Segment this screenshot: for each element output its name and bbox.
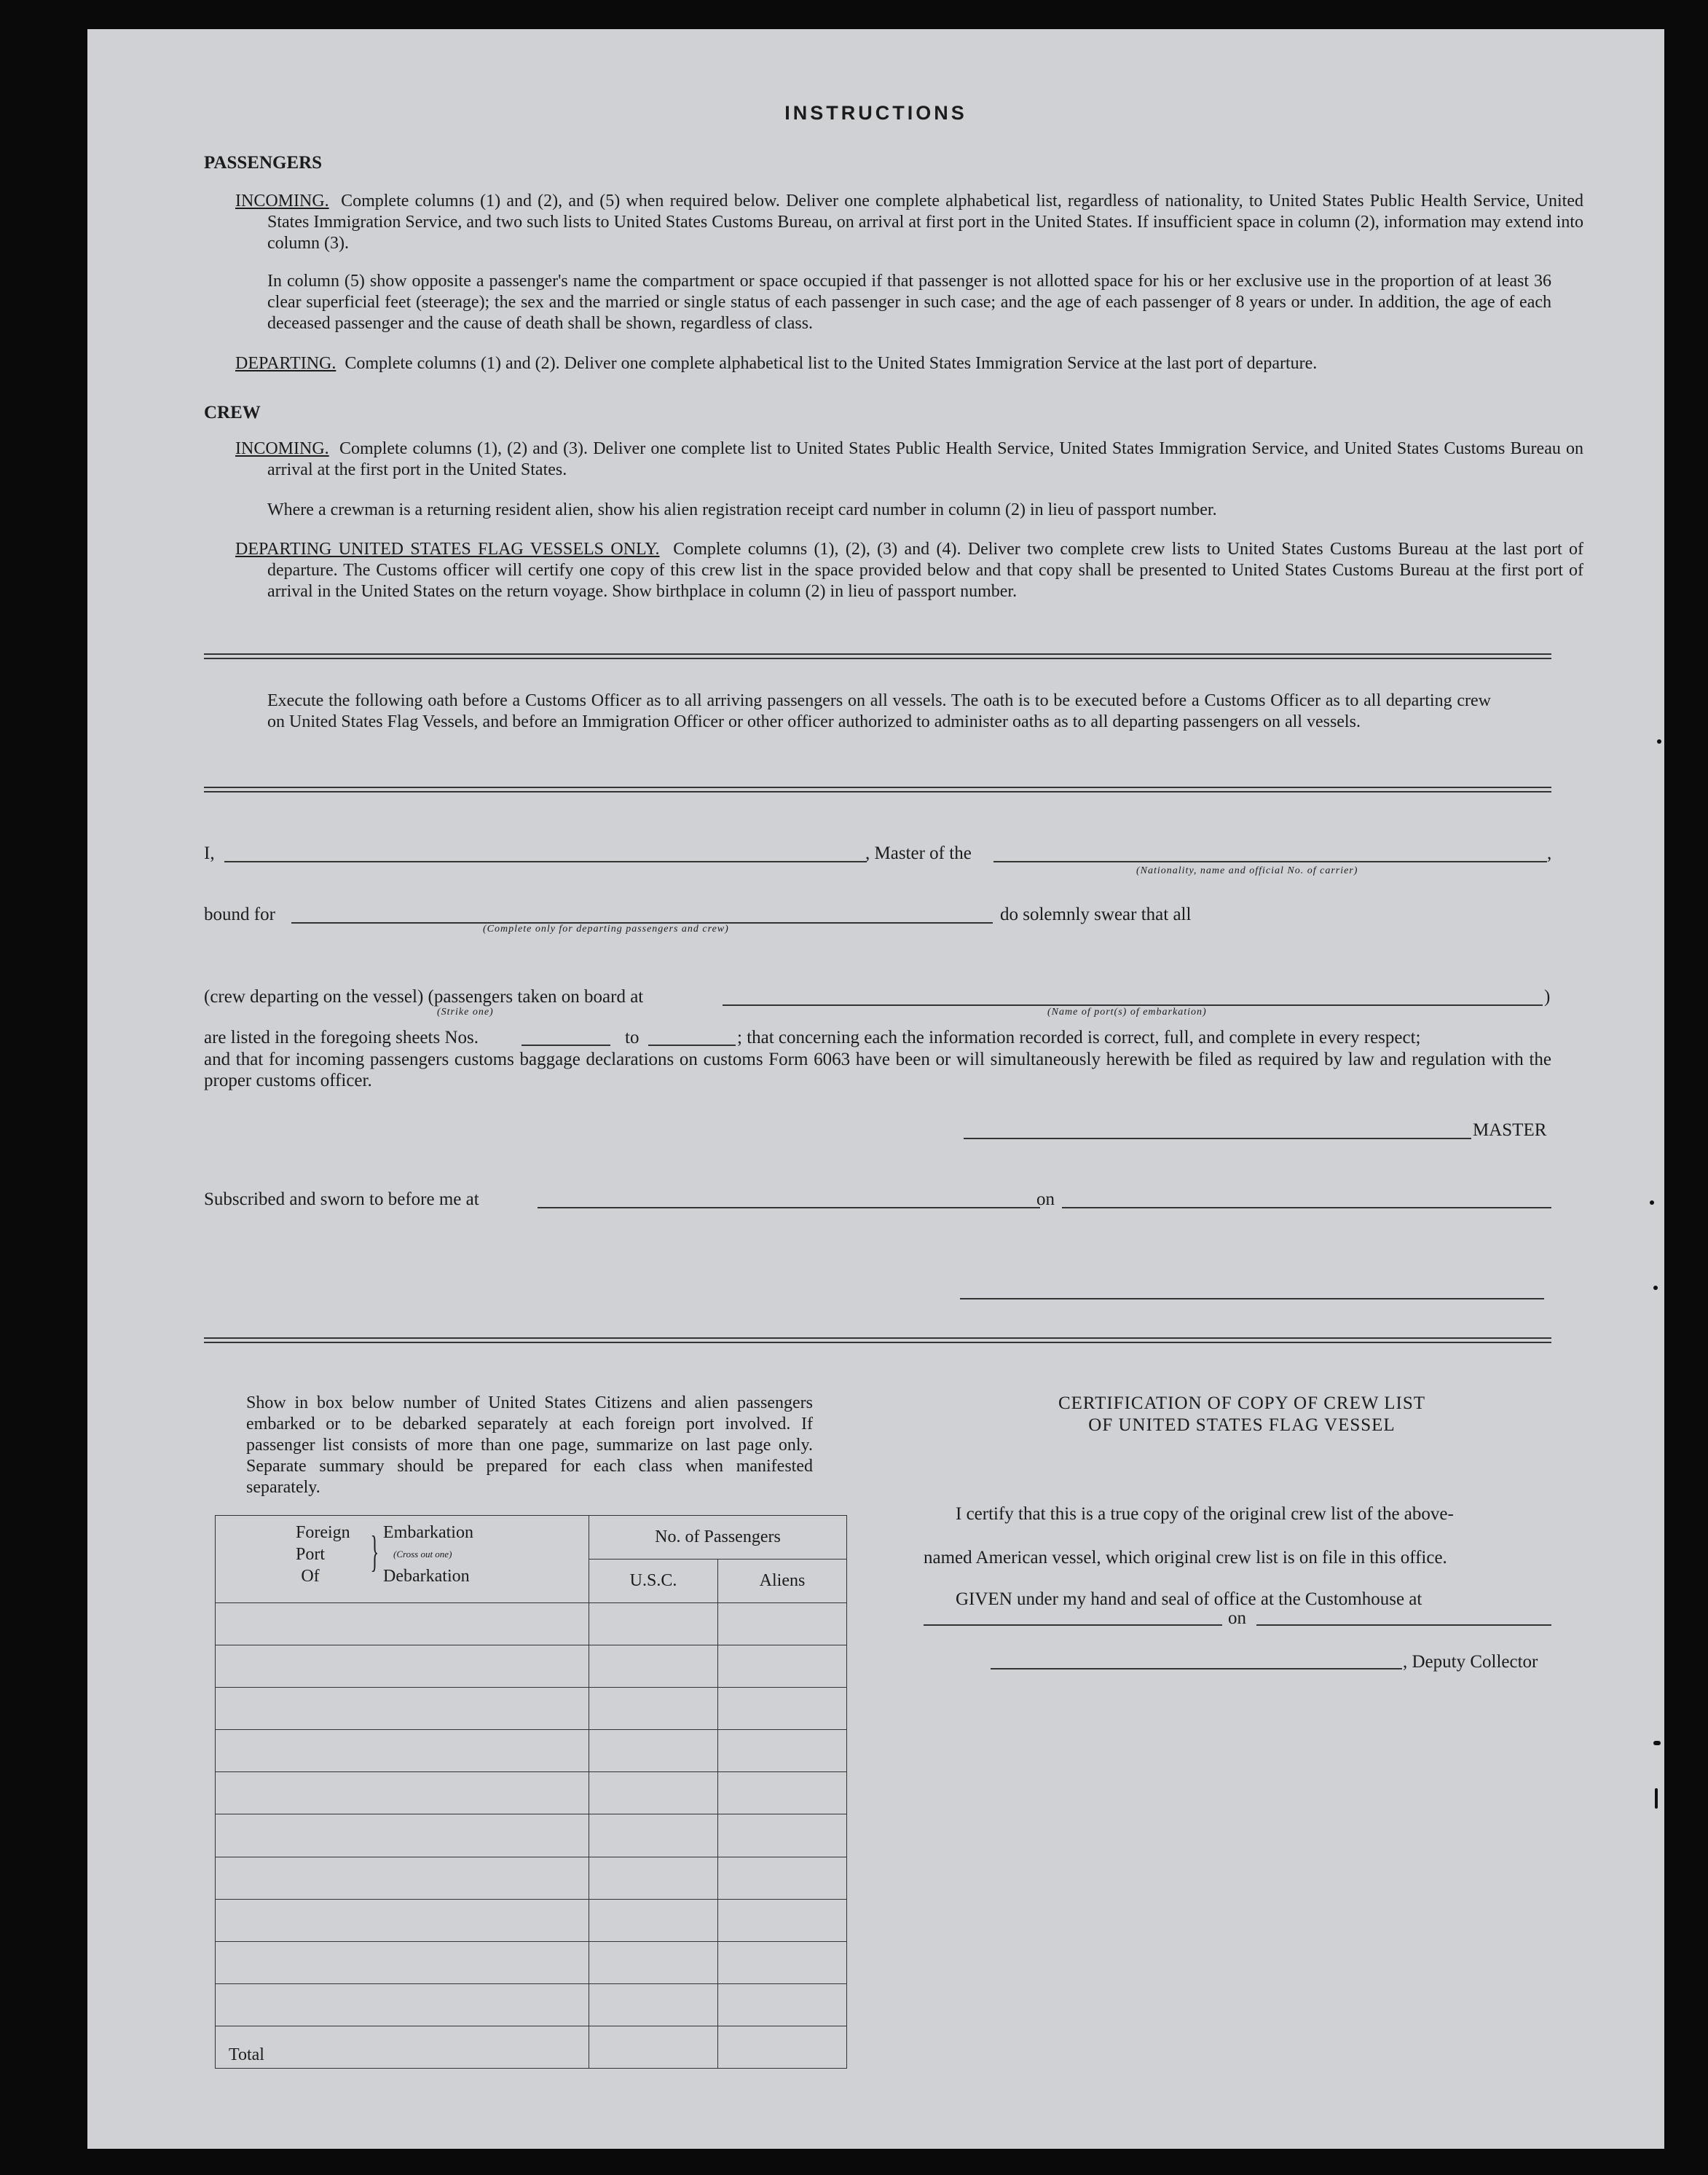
master-signature-field[interactable] <box>964 1138 1471 1139</box>
given-text: GIVEN under my hand and seal of office at the Customhouse at <box>956 1589 1422 1609</box>
crew-departing-text: Complete columns (1), (2), (3) and (4). Deliver two complete crew lists to United States Customs Bureau at the last port of departure. The Customs officer will certify one copy of this crew list in the space provided below and that copy shall be presented to United States Customs Bureau at the first port of arrival in the United States on the return voyage. Show birthplace in column (2) in lieu of passport number. <box>267 540 1583 601</box>
usc-header: U.S.C. <box>589 1560 718 1603</box>
table-row <box>216 1603 847 1645</box>
col-embarkation: Embarkation <box>383 1523 473 1542</box>
form-sheet <box>87 29 1664 2149</box>
table-row <box>216 1730 847 1772</box>
port-cell[interactable] <box>216 1899 589 1941</box>
cert-date-field[interactable] <box>1256 1624 1551 1626</box>
port-cell[interactable] <box>216 1772 589 1814</box>
ports-field[interactable] <box>723 1004 1543 1006</box>
bound-caption: (Complete only for departing passengers and crew) <box>483 924 729 935</box>
port-cell[interactable] <box>216 1645 589 1688</box>
aliens-cell[interactable] <box>718 1730 847 1772</box>
crew-heading: CREW <box>204 403 261 422</box>
port-header-cell <box>216 1516 589 1603</box>
deputy-label: , Deputy Collector <box>1403 1652 1538 1672</box>
table-row <box>216 1899 847 1941</box>
usc-cell[interactable] <box>589 1772 718 1814</box>
usc-cell[interactable] <box>589 1730 718 1772</box>
close-paren: ) <box>1544 987 1551 1007</box>
certification-title-line1: CERTIFICATION OF COPY OF CREW LIST <box>1058 1393 1426 1413</box>
usc-cell[interactable] <box>589 1814 718 1857</box>
incoming-text: Complete columns (1) and (2), and (5) when required below. Deliver one complete alphabetical list, regardless of nationality, to United States Public Health Service, United States Immigration Service, and two such lists to United States Customs Bureau, on arrival at first port in the United States. If insufficient space in column (2), information may extend into column (3). <box>267 192 1583 253</box>
col-foreign: Foreign <box>296 1523 350 1542</box>
sworn-date-field[interactable] <box>1062 1207 1551 1208</box>
usc-cell[interactable] <box>589 1899 718 1941</box>
bound-for-label: bound for <box>204 905 275 924</box>
sheet-from-field[interactable] <box>522 1045 610 1046</box>
sheet-to-field[interactable] <box>648 1045 736 1046</box>
brace: } <box>370 1527 379 1576</box>
table-row <box>216 1688 847 1730</box>
strike-text: (crew departing on the vessel) (passengers taken on board at <box>204 987 644 1007</box>
total-label: Total <box>216 2026 589 2068</box>
passengers-heading: PASSENGERS <box>204 153 323 173</box>
listed-rest: and that for incoming passengers customs baggage declarations on customs Form 6063 have been or will simultaneously herewith be filed as required by law and regulation with the proper customs officer. <box>204 1050 1551 1090</box>
aliens-cell[interactable] <box>718 1772 847 1814</box>
total-usc-cell[interactable] <box>589 2026 718 2068</box>
ports-caption: (Name of port(s) of embarkation) <box>1047 1007 1207 1018</box>
aliens-cell[interactable] <box>718 1983 847 2026</box>
trailing-comma: , <box>1547 843 1552 863</box>
double-rule <box>204 1337 1551 1343</box>
total-row <box>216 2026 847 2068</box>
crew-incoming-text: Complete columns (1), (2) and (3). Deliver one complete list to United States Public Health Service, United States Immigration Service, and United States Customs Bureau on arrival at the first port in the United States. <box>267 439 1584 479</box>
passengers-column5-paragraph: In column (5) show opposite a passenger's name the compartment or space occupied if that passenger is not allotted space for his or her exclusive use in the proportion of at least 36 clear superficial feet (steerage); the sex and the married or single status of each passenger in such case; and the age of each passenger of 8 years or under. In addition, the age of each deceased passenger and the cause of death shall be shown, regardless of class. <box>267 272 1551 333</box>
port-cell[interactable] <box>216 1941 589 1983</box>
master-name-field[interactable] <box>224 861 867 862</box>
port-cell[interactable] <box>216 1857 589 1899</box>
double-rule <box>204 653 1551 659</box>
table-row <box>216 1772 847 1814</box>
port-cell[interactable] <box>216 1983 589 2026</box>
crew-incoming-paragraph <box>235 438 1583 481</box>
table-row <box>216 1857 847 1899</box>
total-aliens-cell[interactable] <box>718 2026 847 2068</box>
certify-line1: I certify that this is a true copy of the original crew list of the above- <box>956 1504 1454 1524</box>
passengers-incoming-paragraph <box>235 191 1583 254</box>
usc-cell[interactable] <box>589 1688 718 1730</box>
summary-instructions: Show in box below number of United States Citizens and alien passengers embarked or to be debarked separately at each foreign port involved. If passenger list consists of more than one page, summarize on last page only. Separate summary should be prepared for each class when manifested separately. <box>246 1393 813 1497</box>
usc-cell[interactable] <box>589 1857 718 1899</box>
incoming-label: INCOMING. <box>235 192 329 211</box>
table-row <box>216 1814 847 1857</box>
master-label: MASTER <box>1473 1120 1547 1140</box>
port-cell[interactable] <box>216 1814 589 1857</box>
usc-cell[interactable] <box>589 1941 718 1983</box>
subscribed-label: Subscribed and sworn to before me at <box>204 1189 479 1209</box>
passengers-departing-paragraph <box>235 353 1583 374</box>
oath-i-label: I, <box>204 843 215 863</box>
sworn-on-label: on <box>1036 1189 1055 1209</box>
aliens-cell[interactable] <box>718 1941 847 1983</box>
departing-text: Complete columns (1) and (2). Deliver one complete alphabetical list to the United States Immigration Service at the last port of departure. <box>345 354 1318 373</box>
page-title: INSTRUCTIONS <box>784 102 967 124</box>
aliens-cell[interactable] <box>718 1645 847 1688</box>
crew-incoming-label: INCOMING. <box>235 439 329 458</box>
scan-speck <box>1653 1741 1661 1745</box>
departing-label: DEPARTING. <box>235 354 337 373</box>
deputy-signature-field[interactable] <box>991 1668 1402 1669</box>
certification-title-line2: OF UNITED STATES FLAG VESSEL <box>1088 1415 1396 1435</box>
crew-resident-paragraph: Where a crewman is a returning resident alien, show his alien registration receipt card number in column (2) in lieu of passport number. <box>267 500 1217 519</box>
col-port: Port <box>296 1545 326 1564</box>
col-cross: (Cross out one) <box>393 1549 452 1560</box>
officer-signature-field[interactable] <box>960 1298 1544 1299</box>
scan-speck <box>1655 1788 1658 1809</box>
col-of: Of <box>301 1567 320 1586</box>
carrier-field[interactable] <box>993 861 1547 862</box>
sworn-place-field[interactable] <box>538 1207 1040 1208</box>
aliens-header: Aliens <box>718 1560 847 1603</box>
col-debarkation: Debarkation <box>383 1567 470 1586</box>
aliens-cell[interactable] <box>718 1603 847 1645</box>
master-of-the-label: , Master of the <box>865 843 972 863</box>
listed-to: to <box>625 1028 639 1047</box>
carrier-caption: (Nationality, name and official No. of carrier) <box>1136 865 1358 876</box>
usc-cell[interactable] <box>589 1645 718 1688</box>
aliens-cell[interactable] <box>718 1688 847 1730</box>
usc-cell[interactable] <box>589 1983 718 2026</box>
table-row <box>216 1983 847 2026</box>
passenger-summary-table <box>215 1515 847 2069</box>
cert-on-label: on <box>1228 1608 1246 1628</box>
usc-cell[interactable] <box>589 1603 718 1645</box>
port-cell[interactable] <box>216 1688 589 1730</box>
port-cell[interactable] <box>216 1730 589 1772</box>
swear-label: do solemnly swear that all <box>1000 905 1192 924</box>
aliens-cell[interactable] <box>718 1899 847 1941</box>
port-cell[interactable] <box>216 1603 589 1645</box>
listed-pre: are listed in the foregoing sheets Nos. <box>204 1028 479 1047</box>
table-row <box>216 1941 847 1983</box>
crew-departing-label: DEPARTING UNITED STATES FLAG VESSELS ONLY. <box>235 540 660 559</box>
strike-caption: (Strike one) <box>437 1007 494 1018</box>
scan-speck <box>1653 1286 1658 1290</box>
aliens-cell[interactable] <box>718 1814 847 1857</box>
no-passengers-header: No. of Passengers <box>589 1516 847 1560</box>
certification-title <box>932 1393 1551 1436</box>
crew-departing-paragraph <box>235 539 1583 602</box>
table-row <box>216 1645 847 1688</box>
listed-post: ; that concerning each the information recorded is correct, full, and complete in every respect; <box>737 1028 1421 1047</box>
aliens-cell[interactable] <box>718 1857 847 1899</box>
customhouse-field[interactable] <box>924 1624 1222 1626</box>
certify-line2: named American vessel, which original crew list is on file in this office. <box>924 1548 1447 1568</box>
scan-speck <box>1657 739 1661 744</box>
double-rule <box>204 787 1551 792</box>
oath-instructions: Execute the following oath before a Customs Officer as to all arriving passengers on all vessels. The oath is to be executed before a Customs Officer as to all departing crew on United States Flag Vessels, and before an Immigration Officer or other officer authorized to administer oaths as to all departing passengers on all vessels. <box>267 691 1491 731</box>
scan-speck <box>1650 1200 1654 1205</box>
